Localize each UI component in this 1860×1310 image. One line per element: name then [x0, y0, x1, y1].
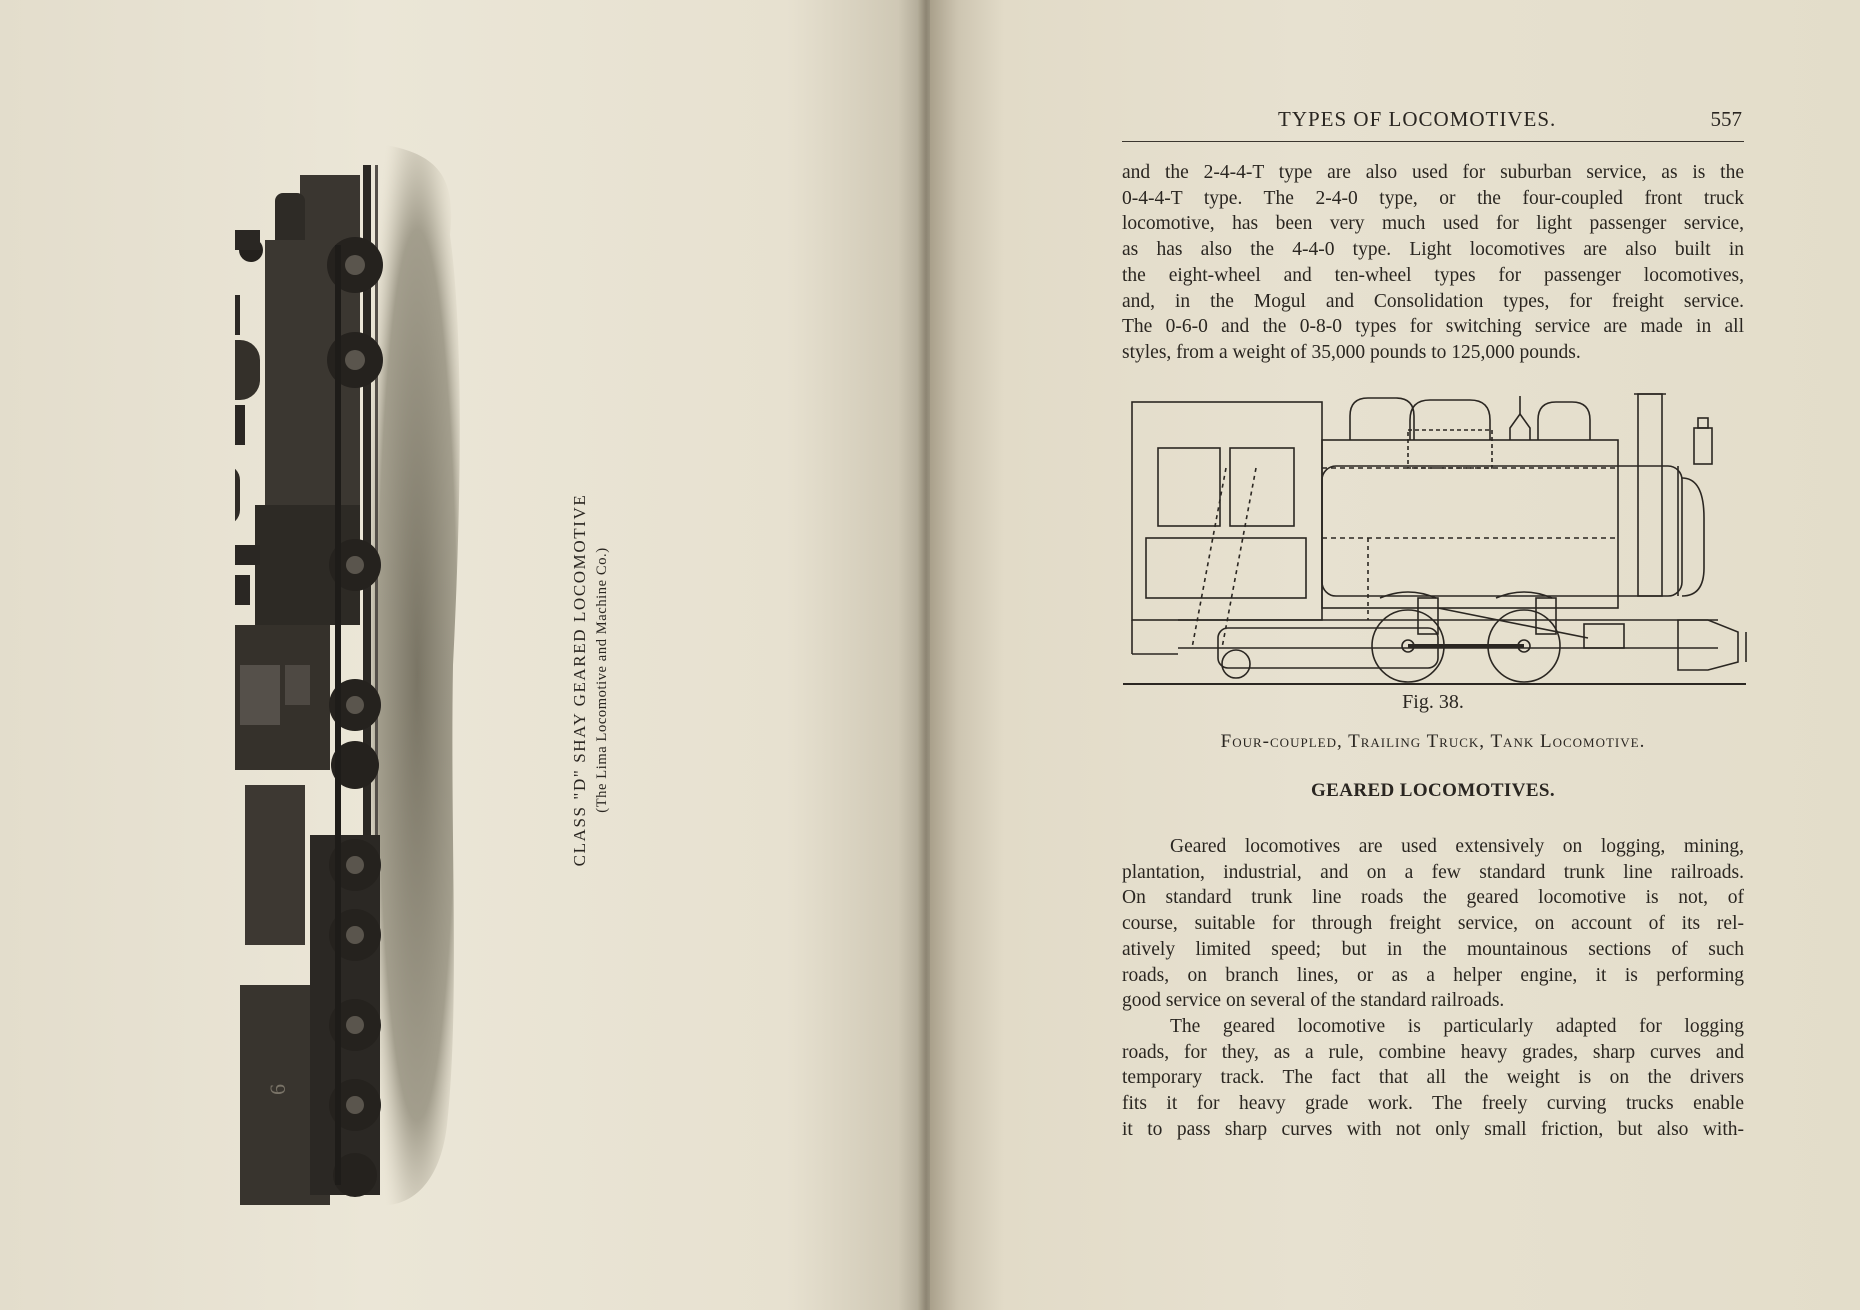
page-number: 557 [1710, 107, 1742, 131]
text-line: good service on several of the standard railroads. [1122, 990, 1505, 1012]
text-line: course, suitable for through freight service, on account of its rel- [1122, 913, 1744, 935]
text-line: it to pass sharp curves with not only small friction, but also with- [1122, 1118, 1744, 1140]
text-line: On standard trunk line roads the geared locomotive is not, of [1122, 887, 1744, 909]
text-line: Geared locomotives are used extensively on logging, mining, [1170, 836, 1744, 857]
text-line: roads, for they, as a rule, combine heavy grades, sharp curves and [1122, 1041, 1744, 1063]
text-line: roads, on branch lines, or as a helper engine, it is performing [1122, 964, 1744, 986]
running-header [1122, 107, 1742, 137]
running-head-title: TYPES OF LOCOMOTIVES. [1278, 107, 1557, 131]
photo-caption [568, 470, 628, 890]
text-line: temporary track. The fact that all the weight is on the drivers [1122, 1067, 1744, 1089]
photo-caption-title: CLASS "D" SHAY GEARED LOCOMOTIVE [570, 493, 589, 867]
text-line: plantation, industrial, and on a few standard trunk line railroads. [1122, 861, 1744, 883]
text-line: and, in the Mogul and Consolidation types, for freight service. [1122, 290, 1744, 312]
section-heading: GEARED LOCOMOTIVES. [1310, 780, 1556, 801]
paragraph-types-continued [1122, 160, 1744, 366]
paragraph-geared-1 [1122, 834, 1744, 1014]
text-line: as has also the 4-4-0 type. Light locomotives are also built in [1122, 239, 1744, 261]
photo-caption-credit: (The Lima Locomotive and Machine Co.) [594, 547, 610, 813]
svg-text:6: 6 [265, 1084, 290, 1095]
text-line: styles, from a weight of 35,000 pounds to 125,000 pounds. [1122, 341, 1581, 363]
figure-caption [1122, 731, 1744, 753]
header-rule [1122, 141, 1744, 142]
text-line: the eight-wheel and ten-wheel types for passenger locomotives, [1122, 264, 1744, 286]
paragraph-geared-2 [1122, 1014, 1744, 1143]
text-line: The 0-6-0 and the 0-8-0 types for switching service are made in all [1122, 316, 1744, 338]
text-line: locomotive, has been very much used for light passenger service, [1122, 213, 1744, 235]
fig-38-tank-locomotive-drawing [1118, 388, 1748, 688]
figure-label: Fig. 38. [1402, 691, 1464, 713]
text-line: atively limited speed; but in the mountainous sections of such [1122, 938, 1744, 960]
figure-caption-text: Four-coupled, Trailing Truck, Tank Locomotive. [1220, 731, 1646, 752]
shay-locomotive-photo [235, 145, 535, 1205]
text-line: The geared locomotive is particularly adapted for logging [1170, 1016, 1744, 1037]
text-line: and the 2-4-4-T type are also used for suburban service, as is the [1122, 162, 1744, 183]
text-line: fits it for heavy grade work. The freely curving trucks enable [1122, 1093, 1744, 1115]
left-page [0, 0, 926, 1310]
text-line: 0-4-4-T type. The 2-4-0 type, or the four-coupled front truck [1122, 187, 1744, 209]
